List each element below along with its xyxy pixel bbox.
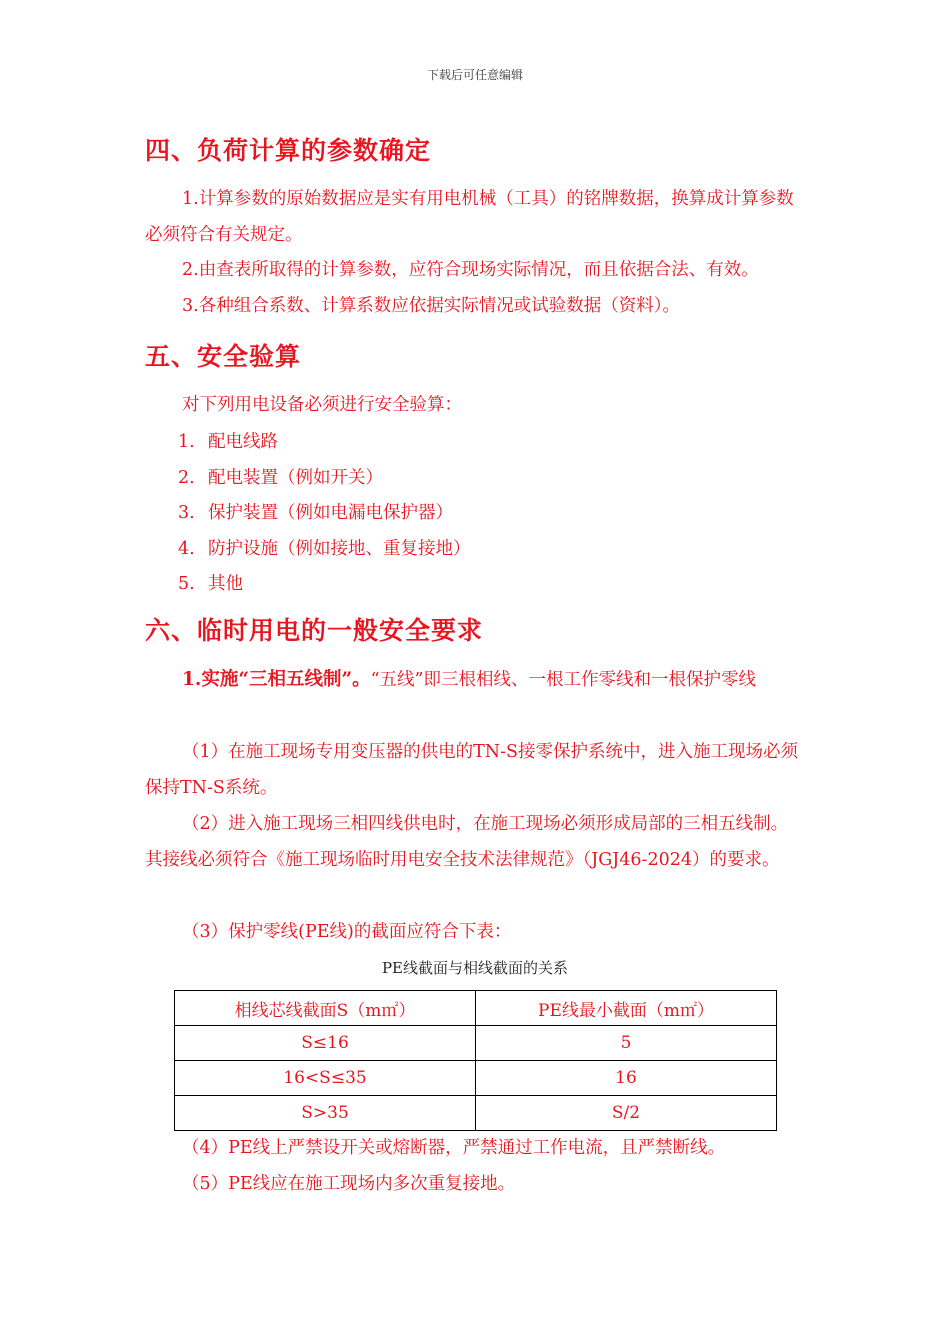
list-item-text: 其他 bbox=[208, 574, 243, 594]
table-cell: 5 bbox=[476, 1026, 777, 1061]
list-item-text: 保护装置（例如电漏电保护器） bbox=[208, 503, 453, 523]
table-cell: 16 bbox=[476, 1061, 777, 1096]
list-item-text: 配电线路 bbox=[208, 432, 278, 452]
table-cell: 16<S≤35 bbox=[175, 1061, 476, 1096]
table-row bbox=[175, 1061, 777, 1096]
table-cell: S/2 bbox=[476, 1096, 777, 1131]
table-header-row bbox=[175, 991, 777, 1026]
page-header: 下载后可任意编辑 bbox=[426, 68, 523, 82]
list-item-text: 防护设施（例如接地、重复接地） bbox=[208, 539, 471, 559]
section-4-paragraph-1: 1.计算参数的原始数据应是实有用电机械（工具）的铭牌数据，换算成计算参数必须符合有关规定。 bbox=[145, 189, 794, 245]
table-row bbox=[175, 1026, 777, 1061]
list-item bbox=[178, 535, 471, 560]
list-item-text: 配电装置（例如开关） bbox=[208, 468, 383, 488]
list-item bbox=[178, 570, 243, 595]
table-cell: S≤16 bbox=[175, 1026, 476, 1061]
table-header-cell: 相线芯线截面S（m㎡） bbox=[175, 991, 476, 1026]
section-5-title: 五、安全验算 bbox=[145, 342, 302, 371]
table-cell: S>35 bbox=[175, 1096, 476, 1131]
section-6-paragraph-1 bbox=[145, 662, 805, 698]
section-4-paragraph-2: 2.由查表所取得的计算参数，应符合现场实际情况，而且依据合法、有效。 bbox=[182, 260, 759, 280]
list-item bbox=[178, 428, 278, 453]
section-6-title: 六、临时用电的一般安全要求 bbox=[145, 616, 484, 645]
table-header-cell: PE线最小截面（m㎡） bbox=[476, 991, 777, 1026]
section-4-paragraph-3: 3.各种组合系数、计算系数应依据实际情况或试验数据（资料）。 bbox=[182, 296, 680, 316]
section-6-sub-2: （2）进入施工现场三相四线供电时，在施工现场必须形成局部的三相五线制。其接线必须符合《施工现场临时用电安全技术法律规范》（JGJ46-2024）的要求。 bbox=[145, 814, 789, 870]
section-6-sub-5: （5）PE线应在施工现场内多次重复接地。 bbox=[182, 1174, 516, 1194]
list-item-number: 5. bbox=[178, 574, 195, 594]
list-item bbox=[178, 499, 453, 524]
list-item-number: 1. bbox=[178, 432, 195, 452]
section-6-paragraph-1-body: “五线”即三根相线、一根工作零线和一根保护零线 bbox=[370, 670, 757, 690]
list-item bbox=[178, 464, 383, 489]
section-4-title: 四、负荷计算的参数确定 bbox=[145, 136, 432, 165]
pe-section-table bbox=[174, 990, 777, 1131]
list-item-number: 3. bbox=[178, 503, 195, 523]
section-6-paragraph-1-lead: 1.实施“三相五线制”。 bbox=[182, 669, 371, 690]
section-6-sub-3: （3）保护零线(PE线)的截面应符合下表： bbox=[182, 922, 512, 942]
table-row bbox=[175, 1096, 777, 1131]
section-5-intro: 对下列用电设备必须进行安全验算： bbox=[182, 395, 462, 415]
section-6-sub-4: （4）PE线上严禁设开关或熔断器，严禁通过工作电流，且严禁断线。 bbox=[182, 1138, 726, 1158]
table-caption: PE线截面与相线截面的关系 bbox=[381, 959, 569, 977]
section-6-sub-1: （1）在施工现场专用变压器的供电的TN-S接零保护系统中，进入施工现场必须保持TN-S系统。 bbox=[145, 742, 799, 798]
list-item-number: 4. bbox=[178, 539, 195, 559]
list-item-number: 2. bbox=[178, 468, 195, 488]
